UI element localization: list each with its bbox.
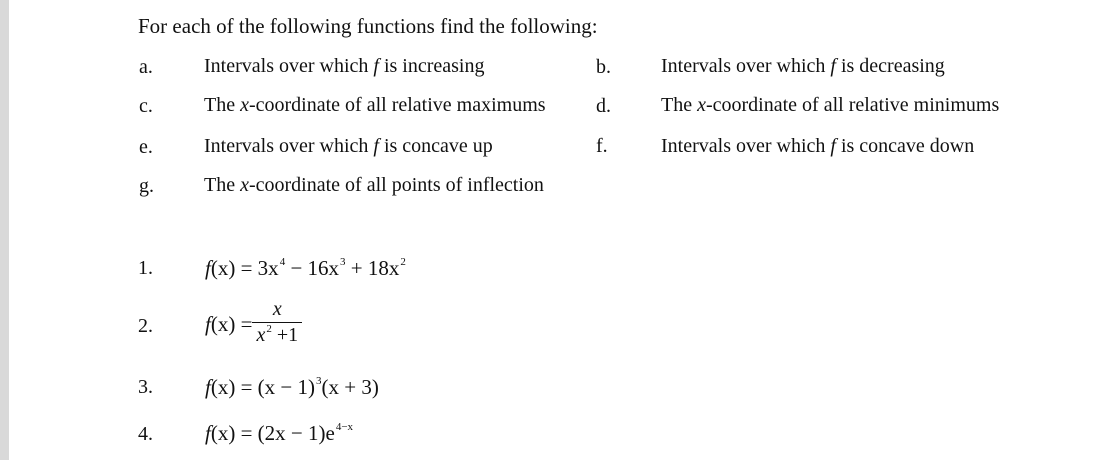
task-text-a: Intervals over which f is increasing	[204, 55, 485, 77]
task-text-e: Intervals over which f is concave up	[204, 135, 493, 157]
task-letter-c: c.	[139, 95, 153, 117]
task-text-d: The x-coordinate of all relative minimums	[661, 94, 1000, 116]
problem-equation-1: $f(x) = 3x^4 - 16x^3 + 18x^2$	[205, 256, 406, 280]
problem-equation-4: $f(x) = (2x - 1)e^{4-x}$	[205, 421, 354, 445]
problem-number-3: 3.	[138, 376, 153, 398]
task-letter-a: a.	[139, 56, 153, 78]
problem-equation-3: $f(x) = (x - 1)^3(x + 3)$	[205, 375, 379, 399]
instructions-heading: For each of the following functions find the following:	[138, 14, 598, 38]
fraction: $\frac{x}{x^2 +1}$	[252, 298, 302, 350]
task-text-c: The x-coordinate of all relative maximums	[204, 94, 546, 116]
task-text-b: Intervals over which f is decreasing	[661, 55, 945, 77]
task-letter-e: e.	[139, 136, 153, 158]
problem-number-4: 4.	[138, 423, 153, 445]
task-letter-b: b.	[596, 56, 611, 78]
problem-equation-2: f(x) = $\frac{x}{x^2 +1}$	[205, 300, 302, 352]
problem-number-1: 1.	[138, 257, 153, 279]
task-text-f: Intervals over which f is concave down	[661, 135, 975, 157]
problem-number-2: 2.	[138, 315, 153, 337]
task-letter-f: f.	[596, 135, 608, 157]
task-text-g: The x-coordinate of all points of inflection	[204, 174, 544, 196]
task-letter-g: g.	[139, 175, 154, 197]
task-letter-d: d.	[596, 95, 611, 117]
